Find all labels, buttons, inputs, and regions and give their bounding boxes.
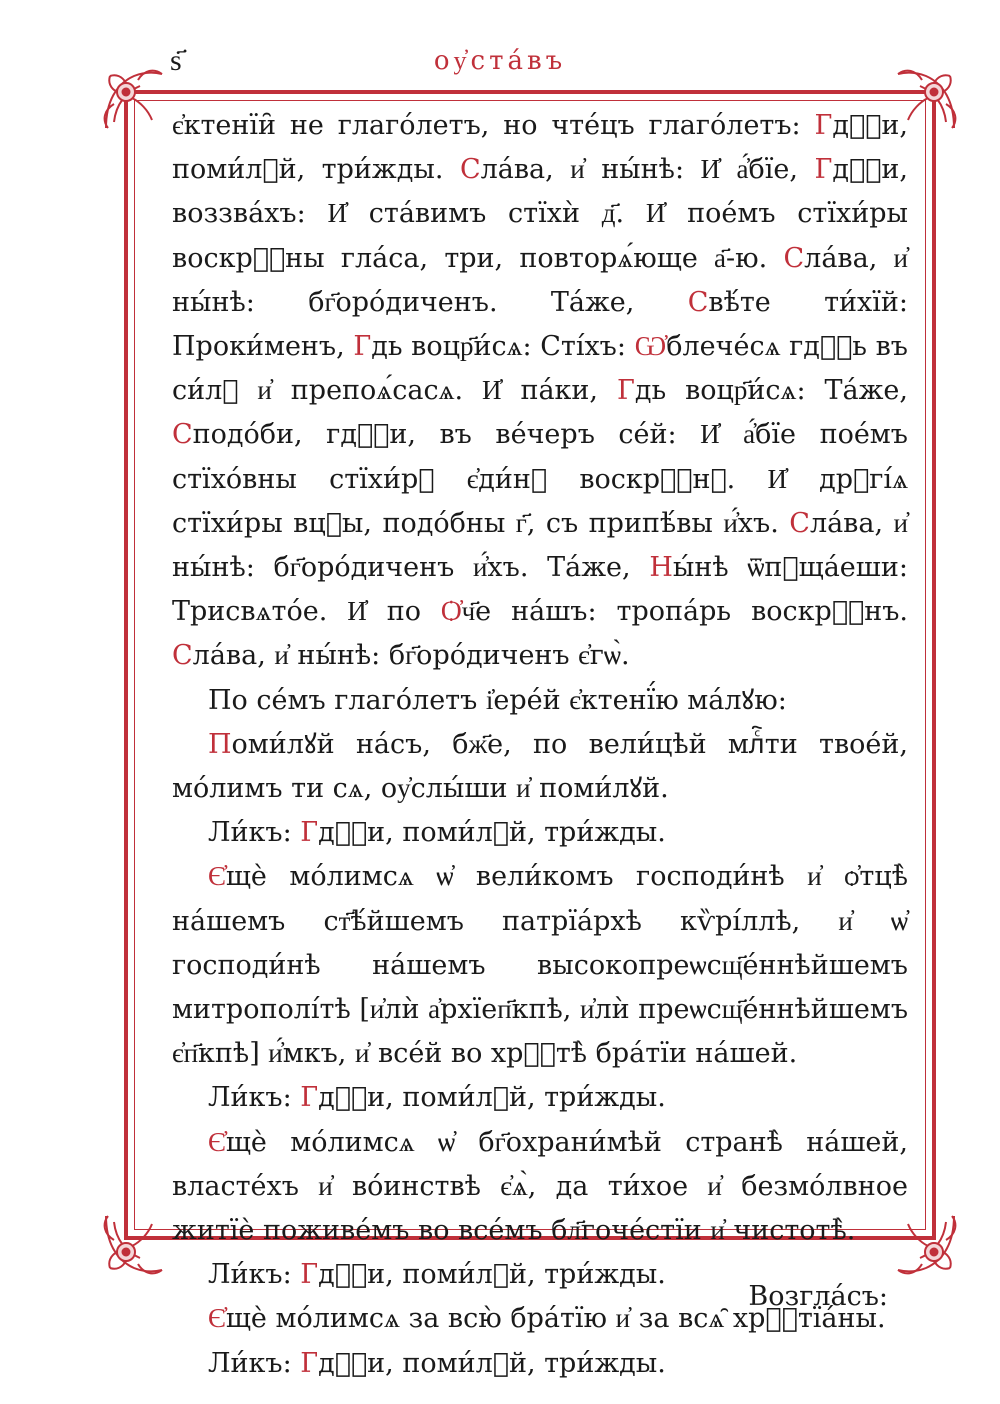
text-run: оми́лꙋй на́съ, бж҃е, по вели́цѣй млⷭ҇ти твое́й, мо́лимъ ти сѧ, оу҆слы́ши и҆ поми́лꙋй.	[172, 728, 908, 805]
text-run: дⷭ҇и, поми́лꙋй, три́жды.	[318, 817, 666, 849]
text-run: дь воцр҃и́сѧ: Та́же,	[634, 375, 908, 407]
red-initial: Н	[649, 552, 673, 584]
red-initial: Г	[300, 1259, 319, 1291]
catchword: Возгла́съ:	[748, 1281, 888, 1312]
paragraph-vespers-order	[172, 104, 908, 679]
red-initial: Г	[814, 110, 833, 141]
red-initial: Ѻ҆	[440, 596, 462, 628]
text-run: щѐ мо́лимсѧ ѡ҆ вели́комъ господи́нѣ и҆ ѻ҆тцѣ̀ на́шемъ ст҃ѣ́йшемъ патрїа́рхѣ кѷрі́ллѣ, и҆ ѡ҆ господи́нѣ на́шемъ высокопреѡсщ҃е́ннѣйшемъ митрополі́тѣ [и҆лѝ а҆рхїеп҃кпѣ, и҆лѝ преѡсщ҃е́ннѣйшемъ є҆п҃кпѣ] и҆́мкъ, и҆ все́й во хрⷭ҇тѣ̀ бра́тїи на́шей.	[172, 861, 908, 1070]
red-initial: С	[687, 286, 709, 318]
corner-ornament-icon	[96, 1206, 172, 1282]
red-initial: Ѡ҆	[634, 331, 667, 363]
text-run: ла́ва, и҆ ны́нѣ: И҆ а҆́бїе,	[480, 154, 815, 186]
text-run: Ли́къ:	[208, 817, 301, 849]
red-initial: С	[789, 507, 810, 539]
red-initial: Г	[616, 375, 635, 407]
choir-response	[172, 811, 908, 855]
text-run: ла́ва, и҆ ны́нѣ: бг҃оро́диченъ. Та́же,	[172, 242, 908, 318]
text-run: вѣ́те ти́хїй: Проки́менъ,	[172, 286, 908, 363]
red-initial: Є҆	[208, 1303, 226, 1335]
petition-have-mercy	[172, 723, 908, 811]
red-initial: Г	[814, 154, 833, 186]
red-initial: С	[459, 154, 481, 186]
petition-country	[172, 1121, 908, 1254]
red-initial: Г	[353, 331, 372, 363]
red-initial: Г	[300, 1347, 319, 1379]
petition-patriarch	[172, 855, 908, 1076]
liturgical-text	[172, 104, 908, 1386]
text-run: є҆ктенїи̑ не глаго́летъ, но чте́цъ глаго́летъ:	[172, 110, 815, 141]
red-initial: Є҆	[208, 1126, 226, 1158]
red-initial: Г	[300, 817, 319, 849]
text-run: ч҃е на́шъ: тропа́рь воскрⷭ҇нъ.	[461, 596, 908, 628]
red-initial: Є҆	[208, 861, 226, 893]
text-run: дⷭ҇и, воззва́хъ: И҆ ста́вимъ стїхѝ д҃. И҆ пое́мъ стїхи́ры воскрⷭ҇ны гла́са, три, повторѧ́юще а҃-ю.	[172, 154, 908, 274]
corner-ornament-icon	[96, 62, 172, 138]
text-run: щѐ мо́лимсѧ ѡ҆ бг҃охрани́мѣй странѣ̀ на́шей, власте́хъ и҆ во́инствѣ є҆ѧ̀, да ти́хое и҆ безмо́лвное житїѐ поживе́мъ во все́мъ бл҃гоче́стїи и҆ чистотѣ̀.	[172, 1126, 908, 1247]
text-run: щѐ мо́лимсѧ за всю̀ бра́тїю и҆ за всѧ̑ хрⷭ҇тїа́ны.	[225, 1303, 886, 1335]
text-run: Ли́къ:	[208, 1259, 301, 1291]
text-run: подо́би, гдⷭ҇и, въ ве́черъ се́й: И҆ а҆́бїе пое́мъ стїхо́вны стїхи́рꙋ є҆ди́нꙋ воскрⷭ҇нꙋ. И҆ дрꙋгі́ѧ стїхи́ры вцⷣы, подо́бны г҃, съ припѣ́вы и҆́хъ.	[172, 419, 908, 539]
red-initial: С	[172, 419, 193, 451]
text-run: дⷭ҇и, поми́лꙋй, три́жды.	[318, 1259, 666, 1291]
red-initial: Г	[300, 1082, 319, 1114]
choir-response	[172, 1076, 908, 1120]
choir-response	[172, 1342, 908, 1386]
red-initial: С	[783, 242, 805, 274]
running-head: оу҆ста́въ	[433, 46, 567, 76]
text-run: ы́нѣ ѿпꙋща́еши: Трисвѧто́е. И҆ по	[172, 552, 908, 628]
text-run: Ли́къ:	[208, 1347, 301, 1379]
text-run: дⷭ҇и, поми́лꙋй, три́жды.	[172, 110, 908, 186]
red-initial: П	[208, 728, 232, 760]
text-run: Ли́къ:	[208, 1082, 301, 1114]
text-run: дⷭ҇и, поми́лꙋй, три́жды.	[318, 1082, 666, 1114]
text-run: дⷭ҇и, поми́лꙋй, три́жды.	[318, 1347, 666, 1379]
red-initial: С	[172, 640, 193, 672]
rubric-litany-intro: По се́мъ глаго́летъ і҆ере́й є҆ктенї́ю ма́лꙋю:	[208, 684, 787, 716]
text-run: дь воцр҃и́сѧ: Сті́хъ:	[371, 331, 635, 363]
text-run: ла́ва, и҆ ны́нѣ: бг҃оро́диченъ и҆́хъ. Та́же,	[172, 507, 908, 584]
page-number: ѕ҃	[170, 43, 182, 78]
text-run: блече́сѧ гдⷭ҇ь въ си́лꙋ и҆ препоѧ́сасѧ. И҆ па́ки,	[172, 331, 908, 407]
text-run: ла́ва, и҆ ны́нѣ: бг҃оро́диченъ є҆гѡ̀.	[192, 640, 630, 672]
